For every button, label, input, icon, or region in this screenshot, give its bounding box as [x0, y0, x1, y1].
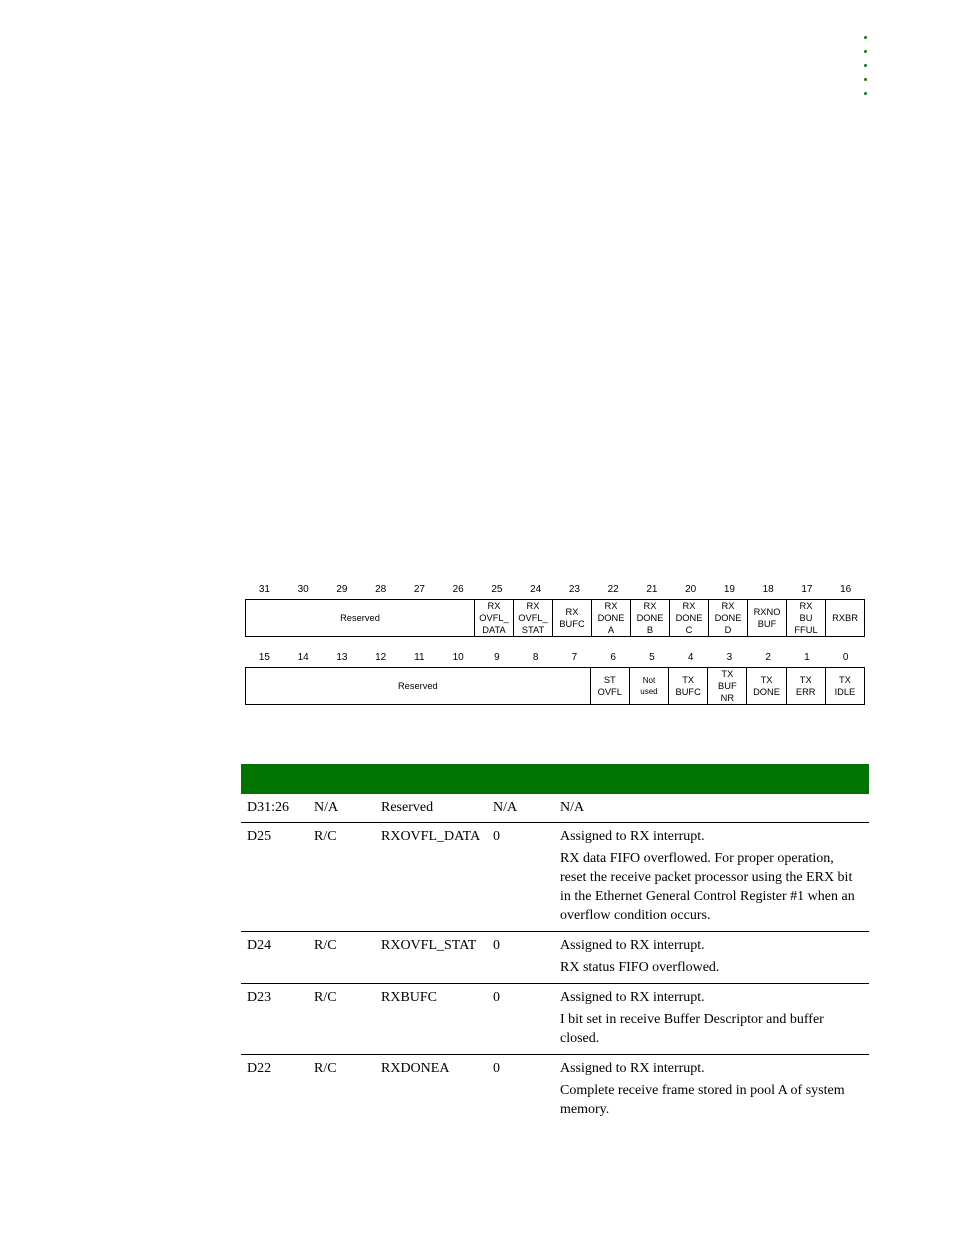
- table-row: [241, 823, 869, 932]
- description-cell: [560, 936, 869, 977]
- register-field: TX DONE: [746, 668, 785, 704]
- mnemonic-cell: RXBUFC: [381, 990, 438, 1005]
- register-field: TX ERR: [786, 668, 825, 704]
- upper-bit-numbers: [245, 584, 865, 595]
- description-paragraph: RX status FIFO overflowed.: [560, 960, 720, 975]
- dot-marker: [864, 64, 867, 67]
- bit-number: 21: [646, 584, 658, 595]
- bit-number: 14: [297, 652, 309, 663]
- register-field: RX DONE C: [669, 600, 708, 636]
- dot-marker: [864, 36, 867, 39]
- description-paragraph: Complete receive frame stored in pool A of system memory.: [560, 1083, 845, 1117]
- bit-number: 6: [610, 652, 616, 663]
- dot-marker: [864, 92, 867, 95]
- register-bit-table: [241, 794, 869, 1125]
- register-field: RX BUFC: [552, 600, 591, 636]
- register-field: Reserved: [397, 681, 438, 691]
- bit-number: 25: [491, 584, 503, 595]
- bit-number: 24: [530, 584, 542, 595]
- access-cell: N/A: [314, 800, 339, 815]
- bit-number: 22: [607, 584, 619, 595]
- table-row: [241, 984, 869, 1055]
- register-field: RX BU FFUL: [786, 600, 825, 636]
- description-paragraph: Assigned to RX interrupt.: [560, 938, 705, 953]
- bit-number: 10: [452, 652, 464, 663]
- reset-cell: 0: [493, 1061, 500, 1076]
- bit-number: 11: [414, 652, 425, 663]
- table-row: [241, 932, 869, 984]
- register-field: ST OVFL: [590, 668, 629, 704]
- description-cell: [560, 988, 869, 1048]
- margin-dots: [864, 36, 867, 106]
- bit-number: 2: [765, 652, 771, 663]
- bits-cell: D31:26: [247, 800, 289, 815]
- bit-number: 9: [494, 652, 500, 663]
- bits-cell: D22: [247, 1061, 272, 1076]
- bits-cell: D25: [247, 829, 272, 844]
- bit-number: 12: [375, 652, 387, 663]
- bit-number: 18: [762, 584, 774, 595]
- description-paragraph: Assigned to RX interrupt.: [560, 1061, 705, 1076]
- bit-number: 13: [336, 652, 348, 663]
- table-row: [241, 1055, 869, 1125]
- description-cell: [560, 798, 869, 817]
- bit-number: 5: [649, 652, 655, 663]
- lower-bit-numbers: [245, 652, 865, 663]
- access-cell: R/C: [314, 829, 337, 844]
- register-field: RX DONE A: [591, 600, 630, 636]
- table-row: [241, 794, 869, 823]
- bit-number: 20: [685, 584, 697, 595]
- access-cell: R/C: [314, 938, 337, 953]
- register-field: TX BUF NR: [707, 668, 746, 704]
- table-header-bar: [241, 764, 869, 794]
- access-cell: R/C: [314, 1061, 337, 1076]
- bit-number: 27: [413, 584, 425, 595]
- bit-number: 23: [568, 584, 580, 595]
- description-cell: [560, 1059, 869, 1119]
- bit-number: 16: [840, 584, 852, 595]
- bit-number: 30: [297, 584, 309, 595]
- dot-marker: [864, 78, 867, 81]
- mnemonic-cell: RXOVFL_DATA: [381, 829, 481, 844]
- bit-number: 8: [532, 652, 539, 663]
- register-field: Reserved: [340, 613, 380, 623]
- description-paragraph: N/A: [560, 800, 585, 815]
- reset-cell: 0: [493, 938, 500, 953]
- reset-cell: N/A: [493, 800, 518, 815]
- bits-cell: D24: [247, 938, 272, 953]
- lower-register-fields: [245, 667, 865, 705]
- bit-number: 17: [801, 584, 813, 595]
- register-field: RX OVFL_ DATA: [474, 600, 513, 636]
- bit-number: 29: [336, 584, 348, 595]
- description-paragraph: Assigned to RX interrupt.: [560, 829, 705, 844]
- register-field: RXNO BUF: [747, 600, 786, 636]
- bit-number: 4: [687, 652, 694, 663]
- description-cell: [560, 827, 869, 925]
- bit-number: 0: [842, 652, 849, 663]
- description-paragraph: Assigned to RX interrupt.: [560, 990, 705, 1005]
- bits-cell: D23: [247, 990, 272, 1005]
- bit-number: 7: [571, 652, 578, 663]
- register-field: RX DONE D: [708, 600, 747, 636]
- register-field: RX DONE B: [630, 600, 669, 636]
- description-paragraph: I bit set in receive Buffer Descriptor and buffer closed.: [560, 1012, 824, 1046]
- mnemonic-cell: RXOVFL_STAT: [381, 938, 477, 953]
- mnemonic-cell: RXDONEA: [381, 1061, 450, 1076]
- bit-number: 15: [258, 652, 270, 663]
- upper-register-fields: [245, 599, 865, 637]
- bit-number: 1: [804, 652, 810, 663]
- register-field: Not used: [629, 668, 668, 704]
- reset-cell: 0: [493, 990, 500, 1005]
- bit-number: 26: [452, 584, 464, 595]
- dot-marker: [864, 50, 867, 53]
- register-field: RXBR: [825, 600, 864, 636]
- register-field: TX IDLE: [825, 668, 864, 704]
- reset-cell: 0: [493, 829, 500, 844]
- description-paragraph: RX data FIFO overflowed. For proper operation, reset the receive packet processor using the ERX bit in the Ethernet General Control Register #1 when an overflow condition occurs.: [560, 851, 855, 923]
- register-field: RX OVFL_ STAT: [513, 600, 552, 636]
- bit-number: 28: [375, 584, 387, 595]
- bit-number: 19: [723, 584, 735, 595]
- access-cell: R/C: [314, 990, 337, 1005]
- bit-number: 3: [726, 652, 733, 663]
- bit-number: 31: [258, 584, 270, 595]
- register-field: TX BUFC: [668, 668, 707, 704]
- mnemonic-cell: Reserved: [381, 800, 434, 815]
